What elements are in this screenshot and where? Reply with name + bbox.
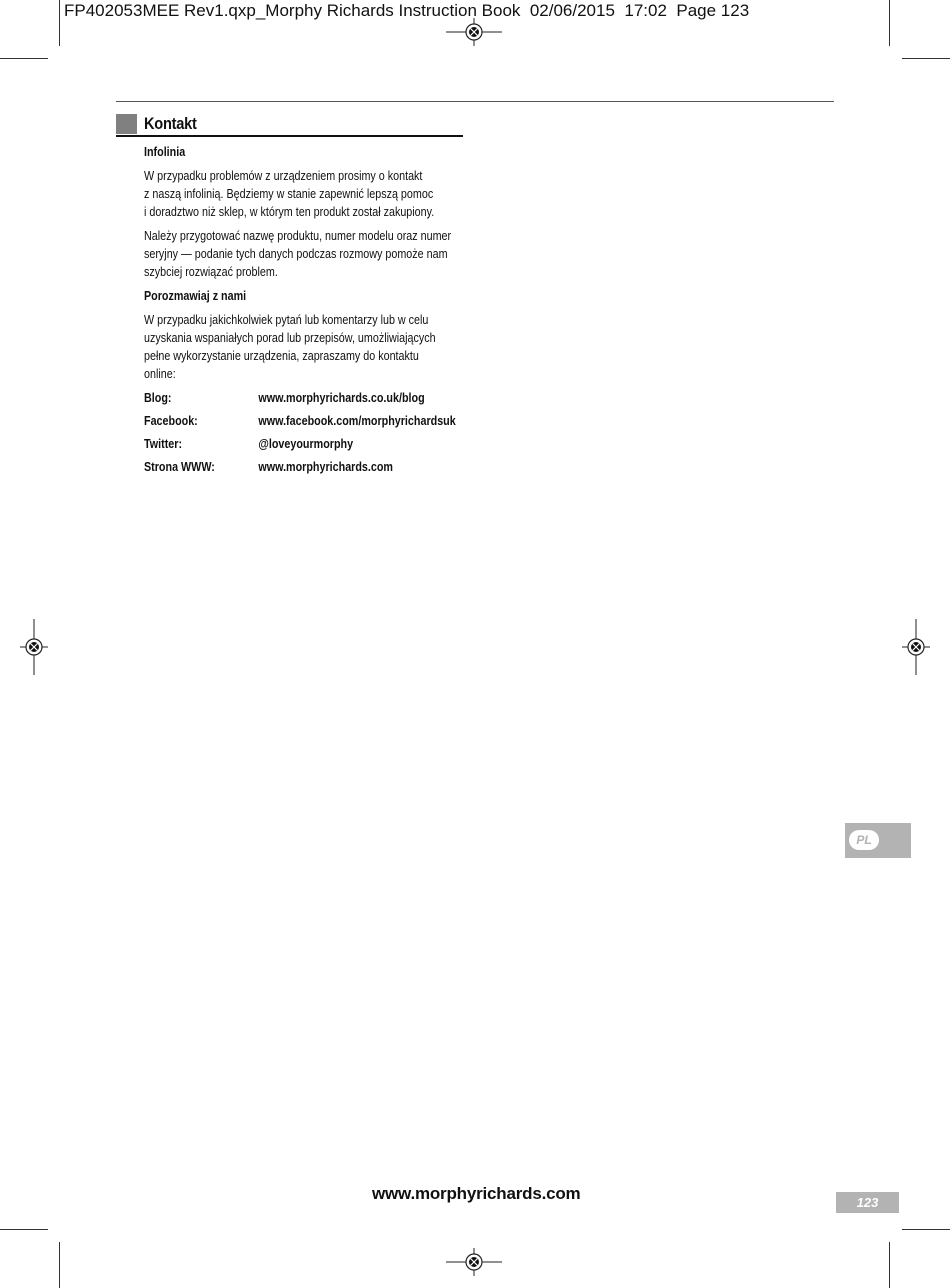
- crop-mark-top-left-h: [0, 58, 48, 59]
- contact-row-website: [144, 458, 475, 481]
- contact-content: [144, 143, 474, 481]
- contact-value: www.facebook.com/morphyrichardsuk: [258, 414, 456, 428]
- language-tab: [845, 823, 911, 858]
- crop-mark-bottom-left-h: [0, 1229, 48, 1230]
- porozmawiaj-paragraph: W przypadku jakichkolwiek pytań lub komentarzy lub w celu uzyskania wspaniałych porad lub przepisów, umożliwiających pełne wykorzystanie urządzenia, zapraszamy do kontaktu online:: [144, 313, 436, 381]
- contact-label: Blog:: [144, 391, 172, 405]
- crop-mark-top-right-v: [889, 0, 890, 46]
- crop-mark-bottom-left-v: [59, 1242, 60, 1288]
- contact-label: Twitter:: [144, 437, 183, 451]
- infolinia-paragraph-1: W przypadku problemów z urządzeniem prosimy o kontakt z naszą infolinią. Będziemy w stanie zapewnić lepszą pomoc i doradztwo niż sklep, w którym ten produkt został zakupiony.: [144, 169, 435, 219]
- crop-mark-bottom-right-v: [889, 1242, 890, 1288]
- contact-row-blog: [144, 389, 475, 412]
- contact-value: www.morphyrichards.com: [258, 460, 393, 474]
- section-title: Kontakt: [144, 114, 197, 133]
- contact-label: Facebook:: [144, 414, 198, 428]
- footer-url: www.morphyrichards.com: [372, 1184, 581, 1203]
- porozmawiaj-heading: Porozmawiaj z nami: [144, 289, 247, 303]
- registration-mark-left-icon: [20, 619, 48, 675]
- registration-mark-right-icon: [902, 619, 930, 675]
- registration-mark-top-icon: [446, 18, 502, 46]
- crop-mark-top-right-h: [902, 58, 950, 59]
- contact-list: [144, 389, 475, 481]
- registration-mark-bottom-icon: [446, 1248, 502, 1276]
- language-code: PL: [849, 830, 879, 850]
- infolinia-paragraph-2: Należy przygotować nazwę produktu, numer modelu oraz numer seryjny — podanie tych danych podczas rozmowy pomoże nam szybciej rozwiązać problem.: [144, 229, 452, 279]
- crop-mark-bottom-right-h: [902, 1229, 950, 1230]
- page-number: 123: [836, 1192, 899, 1213]
- section-marker-block: [116, 114, 137, 134]
- contact-value: www.morphyrichards.co.uk/blog: [258, 391, 425, 405]
- contact-label: Strona WWW:: [144, 460, 215, 474]
- contact-value: @loveyourmorphy: [258, 437, 354, 451]
- contact-row-facebook: [144, 412, 475, 435]
- section-header: [116, 114, 463, 137]
- contact-row-twitter: [144, 435, 475, 458]
- contact-text-block: [144, 143, 475, 481]
- crop-mark-top-left-v: [59, 0, 60, 46]
- infolinia-heading: Infolinia: [144, 145, 186, 159]
- top-rule: [116, 101, 834, 102]
- print-slug-line: FP402053MEE Rev1.qxp_Morphy Richards Instruction Book 02/06/2015 17:02 Page 123: [64, 1, 750, 20]
